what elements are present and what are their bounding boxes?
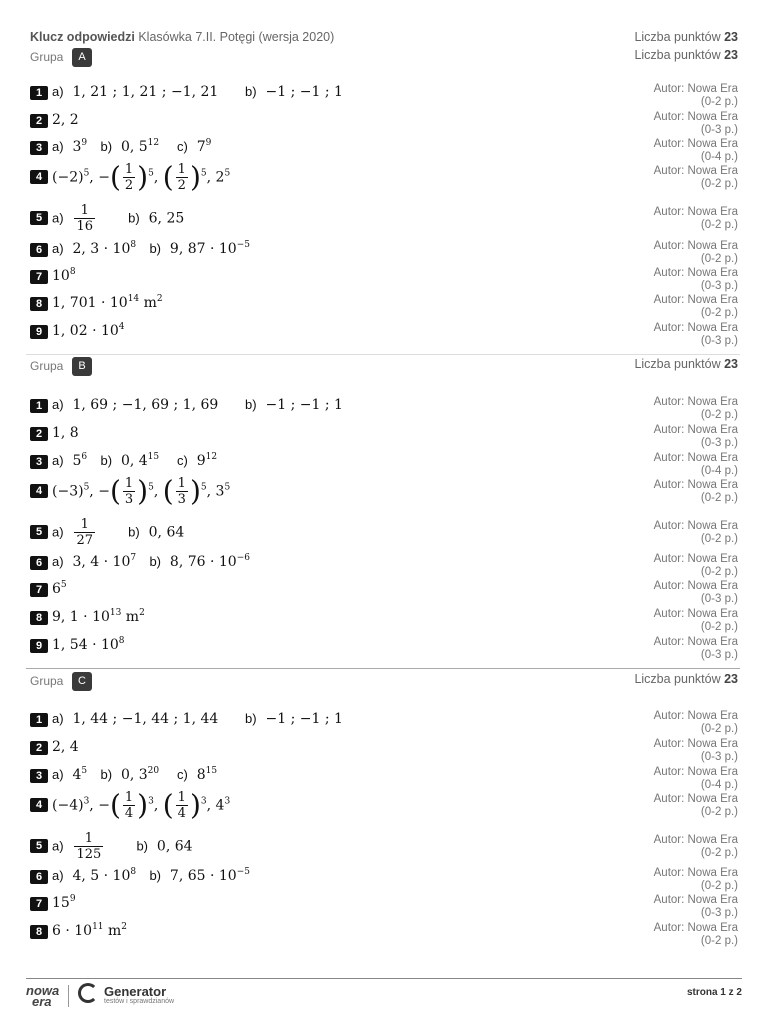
task-number-badge: 2 [30, 114, 48, 128]
task-points: (0-2 p.) [700, 253, 738, 265]
task-points: (0-2 p.) [700, 96, 738, 108]
task-author: Autor: Nowa Era (0-3 p.) [653, 424, 738, 449]
task-number-badge: 5 [30, 211, 48, 225]
task-number-badge: 8 [30, 611, 48, 625]
task-author: Autor: Nowa Era (0-3 p.) [653, 111, 738, 136]
task-answer: $(-2)^5$, −( $\frac{1}{2}$ )$^5$, ( $\frac{1}{2}$ )$^5$, $2^5$ [52, 160, 231, 194]
task-number-badge: 9 [30, 325, 48, 339]
task-number-badge: 6 [30, 870, 48, 884]
task-author: Autor: Nowa Era (0-4 p.) [653, 138, 738, 163]
task-answer: a) 4, $5 \cdot 10^8$ b) 7, $65 \cdot 10^{-5}$ [52, 867, 250, 884]
task-author: Autor: Nowa Era (0-3 p.) [653, 580, 738, 605]
task-number-badge: 6 [30, 243, 48, 257]
task-number-badge: 4 [30, 170, 48, 184]
task-answer: $10^8$ [52, 267, 76, 284]
task-points: (0-2 p.) [700, 935, 738, 947]
task-author: Autor: Nowa Era (0-2 p.) [653, 520, 738, 545]
task-author: Autor: Nowa Era (0-4 p.) [653, 766, 738, 791]
task-answer: a) $4^5$ b) 0, $3^{20}$ c) $8^{15}$ [52, 766, 218, 783]
task-answer: a) $5^6$ b) 0, $4^{15}$ c) $9^{12}$ [52, 452, 218, 469]
task-author: Autor: Nowa Era (0-3 p.) [653, 267, 738, 292]
document-header [30, 30, 738, 46]
nowa-era-logo: nowa era [26, 983, 60, 1009]
fraction: $\frac{1}{2}$ [124, 162, 134, 193]
task-answer: 1, $54 \cdot 10^8$ [52, 636, 125, 653]
task-answer: a) $3^9$ b) 0, $5^{12}$ c) $7^9$ [52, 138, 212, 155]
task-number-badge: 5 [30, 525, 48, 539]
task-points: (0-4 p.) [700, 465, 738, 477]
task-points: (0-3 p.) [700, 593, 738, 605]
task-answer: 2, 2 [52, 112, 79, 128]
task-number-badge: 8 [30, 925, 48, 939]
task-number-badge: 1 [30, 399, 48, 413]
fraction: $\frac{1}{16}$ [76, 203, 94, 234]
task-points: (0-2 p.) [700, 409, 738, 421]
page-footer [26, 978, 742, 1019]
task-answer: $(-4)^3$, −( $\frac{1}{4}$ )$^3$, ( $\frac{1}{4}$ )$^3$, $4^3$ [52, 788, 231, 822]
task-number-badge: 8 [30, 297, 48, 311]
fraction: $\frac{1}{4}$ [124, 790, 134, 821]
task-answer: 1, 8 [52, 425, 79, 441]
task-author: Autor: Nowa Era (0-2 p.) [653, 710, 738, 735]
task-number-badge: 3 [30, 455, 48, 469]
group-header [30, 357, 738, 383]
task-points: (0-3 p.) [700, 751, 738, 763]
task-author: Autor: Nowa Era (0-2 p.) [653, 83, 738, 108]
task-number-badge: 3 [30, 769, 48, 783]
task-points: (0-3 p.) [700, 907, 738, 919]
task-points: (0-2 p.) [700, 533, 738, 545]
group-separator [26, 668, 740, 669]
task-author: Autor: Nowa Era (0-2 p.) [653, 608, 738, 633]
task-answer: 9, $1 \cdot 10^{13}$ $m^2$ [52, 608, 145, 625]
group-separator [26, 354, 740, 355]
task-answer: a) 1, 21 ; 1, 21 ; −1, 21 b) −1 ; −1 ; 1 [52, 84, 343, 100]
task-author: Autor: Nowa Era (0-2 p.) [653, 922, 738, 947]
header-title: Klucz odpowiedzi Klasówka 7.II. Potęgi (wersja 2020) [30, 30, 335, 44]
generator-title: Generator [104, 984, 167, 999]
task-number-badge: 2 [30, 741, 48, 755]
task-points: (0-2 p.) [700, 723, 738, 735]
group-points: Liczba punktów 23 [634, 357, 738, 371]
fraction: $\frac{1}{125}$ [76, 831, 102, 862]
task-points: (0-2 p.) [700, 307, 738, 319]
task-number-badge: 7 [30, 270, 48, 284]
task-points: (0-2 p.) [700, 566, 738, 578]
task-number-badge: 3 [30, 141, 48, 155]
task-answer: a) 1, 44 ; −1, 44 ; 1, 44 b) −1 ; −1 ; 1 [52, 711, 343, 727]
task-answer: a) $\frac{1}{125}$ b) 0, 64 [52, 831, 193, 862]
group-label: Grupa [30, 359, 64, 373]
group-letter-badge: C [72, 672, 92, 691]
task-author: Autor: Nowa Era (0-4 p.) [653, 452, 738, 477]
task-points: (0-4 p.) [700, 151, 738, 163]
task-number-badge: 2 [30, 427, 48, 441]
generator-g-icon [78, 983, 98, 1003]
fraction: $\frac{1}{4}$ [177, 790, 186, 821]
footer-divider [68, 985, 69, 1007]
task-answer: $6 \cdot 10^{11}$ $m^2$ [52, 922, 127, 939]
task-answer: a) $\frac{1}{16}$ b) 6, 25 [52, 203, 185, 234]
fraction: $\frac{1}{2}$ [177, 162, 186, 193]
header-points: Liczba punktów 23 [634, 30, 738, 44]
page-number: strona 1 z 2 [686, 987, 742, 998]
task-number-badge: 6 [30, 556, 48, 570]
task-points: (0-2 p.) [700, 621, 738, 633]
task-points: (0-3 p.) [700, 335, 738, 347]
task-answer: 1, $02 \cdot 10^4$ [52, 322, 125, 339]
task-author: Autor: Nowa Era (0-2 p.) [653, 479, 738, 504]
fraction: $\frac{1}{27}$ [76, 517, 94, 548]
generator-subtitle: testów i sprawdzianów [104, 998, 175, 1005]
task-author: Autor: Nowa Era (0-3 p.) [653, 636, 738, 661]
task-answer: 1, $701 \cdot 10^{14}$ $m^2$ [52, 294, 163, 311]
task-number-badge: 1 [30, 713, 48, 727]
group-letter-badge: A [72, 48, 92, 67]
group-points: Liczba punktów 23 [634, 48, 738, 62]
task-number-badge: 7 [30, 897, 48, 911]
task-answer: $15^9$ [52, 894, 76, 911]
task-author: Autor: Nowa Era (0-2 p.) [653, 793, 738, 818]
task-number-badge: 4 [30, 484, 48, 498]
task-answer: $6^5$ [52, 580, 67, 597]
task-answer: a) $\frac{1}{27}$ b) 0, 64 [52, 517, 185, 548]
task-answer: 2, 4 [52, 739, 79, 755]
task-points: (0-3 p.) [700, 437, 738, 449]
task-points: (0-2 p.) [700, 806, 738, 818]
task-answer: a) 1, 69 ; −1, 69 ; 1, 69 b) −1 ; −1 ; 1 [52, 397, 343, 413]
task-points: (0-3 p.) [700, 124, 738, 136]
task-answer: a) 3, $4 \cdot 10^7$ b) 8, $76 \cdot 10^{-6}$ [52, 553, 250, 570]
group-section-c [30, 672, 738, 947]
task-author: Autor: Nowa Era (0-2 p.) [653, 553, 738, 578]
group-label: Grupa [30, 50, 64, 64]
task-points: (0-2 p.) [700, 178, 738, 190]
task-number-badge: 4 [30, 798, 48, 812]
task-answer: $(-3)^5$, −( $\frac{1}{3}$ )$^5$, ( $\frac{1}{3}$ )$^5$, $3^5$ [52, 474, 231, 508]
task-answer: a) 2, $3 \cdot 10^8$ b) 9, $87 \cdot 10^{-5}$ [52, 240, 250, 257]
task-points: (0-2 p.) [700, 880, 738, 892]
group-header [30, 48, 738, 74]
task-author: Autor: Nowa Era (0-2 p.) [653, 165, 738, 190]
task-author: Autor: Nowa Era (0-2 p.) [653, 834, 738, 859]
task-number-badge: 7 [30, 583, 48, 597]
task-author: Autor: Nowa Era (0-3 p.) [653, 738, 738, 763]
task-author: Autor: Nowa Era (0-2 p.) [653, 240, 738, 265]
task-points: (0-2 p.) [700, 219, 738, 231]
group-section-b [30, 357, 738, 661]
task-points: (0-3 p.) [700, 649, 738, 661]
group-label: Grupa [30, 674, 64, 688]
group-section-a [30, 48, 738, 347]
task-number-badge: 5 [30, 839, 48, 853]
fraction: $\frac{1}{3}$ [177, 476, 186, 507]
fraction: $\frac{1}{3}$ [124, 476, 134, 507]
task-points: (0-3 p.) [700, 280, 738, 292]
task-author: Autor: Nowa Era (0-2 p.) [653, 396, 738, 421]
task-author: Autor: Nowa Era (0-3 p.) [653, 322, 738, 347]
task-author: Autor: Nowa Era (0-2 p.) [653, 294, 738, 319]
task-number-badge: 9 [30, 639, 48, 653]
task-author: Autor: Nowa Era (0-3 p.) [653, 894, 738, 919]
task-author: Autor: Nowa Era (0-2 p.) [653, 867, 738, 892]
task-author: Autor: Nowa Era (0-2 p.) [653, 206, 738, 231]
task-points: (0-2 p.) [700, 847, 738, 859]
group-points: Liczba punktów 23 [634, 672, 738, 686]
group-header [30, 672, 738, 698]
task-number-badge: 1 [30, 86, 48, 100]
task-points: (0-2 p.) [700, 492, 738, 504]
group-letter-badge: B [72, 357, 92, 376]
task-points: (0-4 p.) [700, 779, 738, 791]
